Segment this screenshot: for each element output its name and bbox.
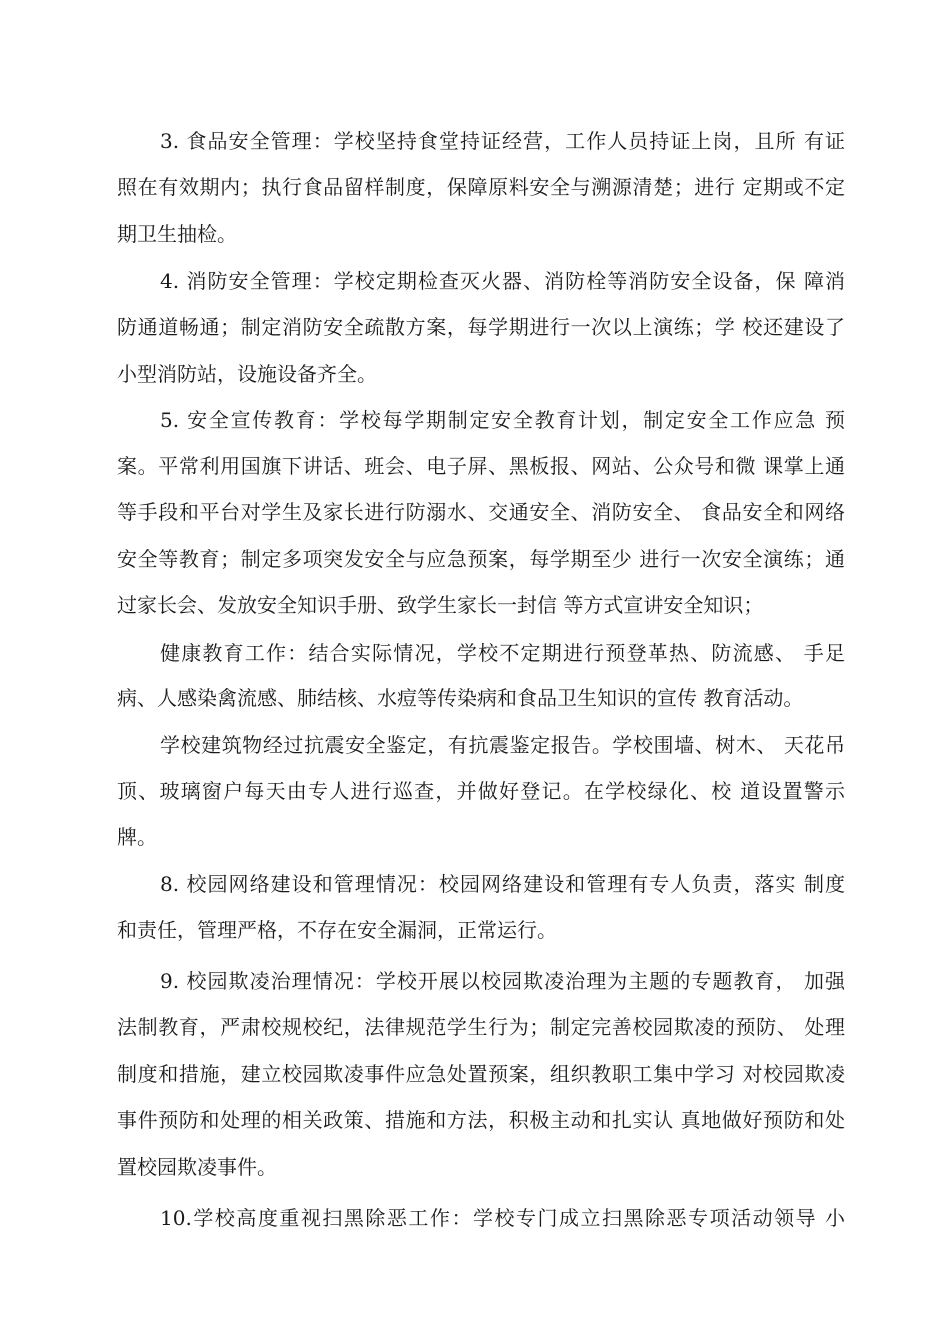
paragraph-network-line-1: 8. 校园网络建设和管理情况：校园网络建设和管理有专人负责，落实 制度: [160, 872, 845, 896]
paragraph-safety-education-line-5: 过家长会、发放安全知识手册、致学生家长一封信 等方式宣讲安全知识；: [117, 593, 764, 617]
paragraph-health-education-line-1: 健康教育工作：结合实际情况，学校不定期进行预登革热、防流感、 手足: [160, 641, 845, 665]
paragraph-food-safety-line-1: 3. 食品安全管理：学校坚持食堂持证经营，工作人员持证上岗，且所 有证: [160, 129, 845, 153]
paragraph-food-safety-line-2: 照在有效期内；执行食品留样制度，保障原料安全与溯源清楚；进行 定期或不定: [117, 175, 845, 199]
paragraph-food-safety-line-3: 期卫生抽检。: [117, 222, 237, 246]
paragraph-fire-safety-line-3: 小型消防站，设施设备齐全。: [117, 362, 377, 386]
paragraph-bullying-line-2: 法制教育，严肃校规校纪，法律规范学生行为；制定完善校园欺凌的预防、 处理: [117, 1015, 845, 1039]
paragraph-safety-education-line-4: 安全等教育；制定多项突发安全与应急预案，每学期至少 进行一次安全演练；通: [117, 547, 845, 571]
paragraph-bullying-line-4: 事件预防和处理的相关政策、措施和方法，积极主动和扎实认 真地做好预防和处: [117, 1108, 845, 1132]
paragraph-building-safety-line-3: 牌。: [117, 825, 157, 849]
paragraph-network-line-2: 和责任，管理严格，不存在安全漏洞，正常运行。: [117, 918, 557, 942]
paragraph-bullying-line-3: 制度和措施，建立校园欺凌事件应急处置预案，组织教职工集中学习 对校园欺凌: [117, 1062, 845, 1086]
paragraph-fire-safety-line-1: 4. 消防安全管理：学校定期检查灭火器、消防栓等消防安全设备，保 障消: [160, 269, 845, 293]
paragraph-health-education-line-2: 病、人感染禽流感、肺结核、水痘等传染病和食品卫生知识的宣传 教育活动。: [117, 686, 804, 710]
paragraph-bullying-line-1: 9. 校园欺凌治理情况：学校开展以校园欺凌治理为主题的专题教育， 加强: [160, 969, 845, 993]
paragraph-building-safety-line-1: 学校建筑物经过抗震安全鉴定，有抗震鉴定报告。学校围墙、树木、 天花吊: [160, 733, 845, 757]
paragraph-safety-education-line-2: 案。平常利用国旗下讲话、班会、电子屏、黑板报、网站、公众号和微 课掌上通: [117, 454, 845, 478]
paragraph-safety-education-line-1: 5. 安全宣传教育：学校每学期制定安全教育计划，制定安全工作应急 预: [160, 408, 845, 432]
paragraph-fire-safety-line-2: 防通道畅通；制定消防安全疏散方案，每学期进行一次以上演练；学 校还建设了: [117, 315, 845, 339]
paragraph-building-safety-line-2: 顶、玻璃窗户每天由专人进行巡查，并做好登记。在学校绿化、校 道设置警示: [117, 779, 845, 803]
paragraph-anti-crime-line-1: 10.学校高度重视扫黑除恶工作：学校专门成立扫黑除恶专项活动领导 小: [160, 1206, 845, 1230]
paragraph-bullying-line-5: 置校园欺凌事件。: [117, 1155, 277, 1179]
paragraph-safety-education-line-3: 等手段和平台对学生及家长进行防溺水、交通安全、消防安全、 食品安全和网络: [117, 500, 845, 524]
